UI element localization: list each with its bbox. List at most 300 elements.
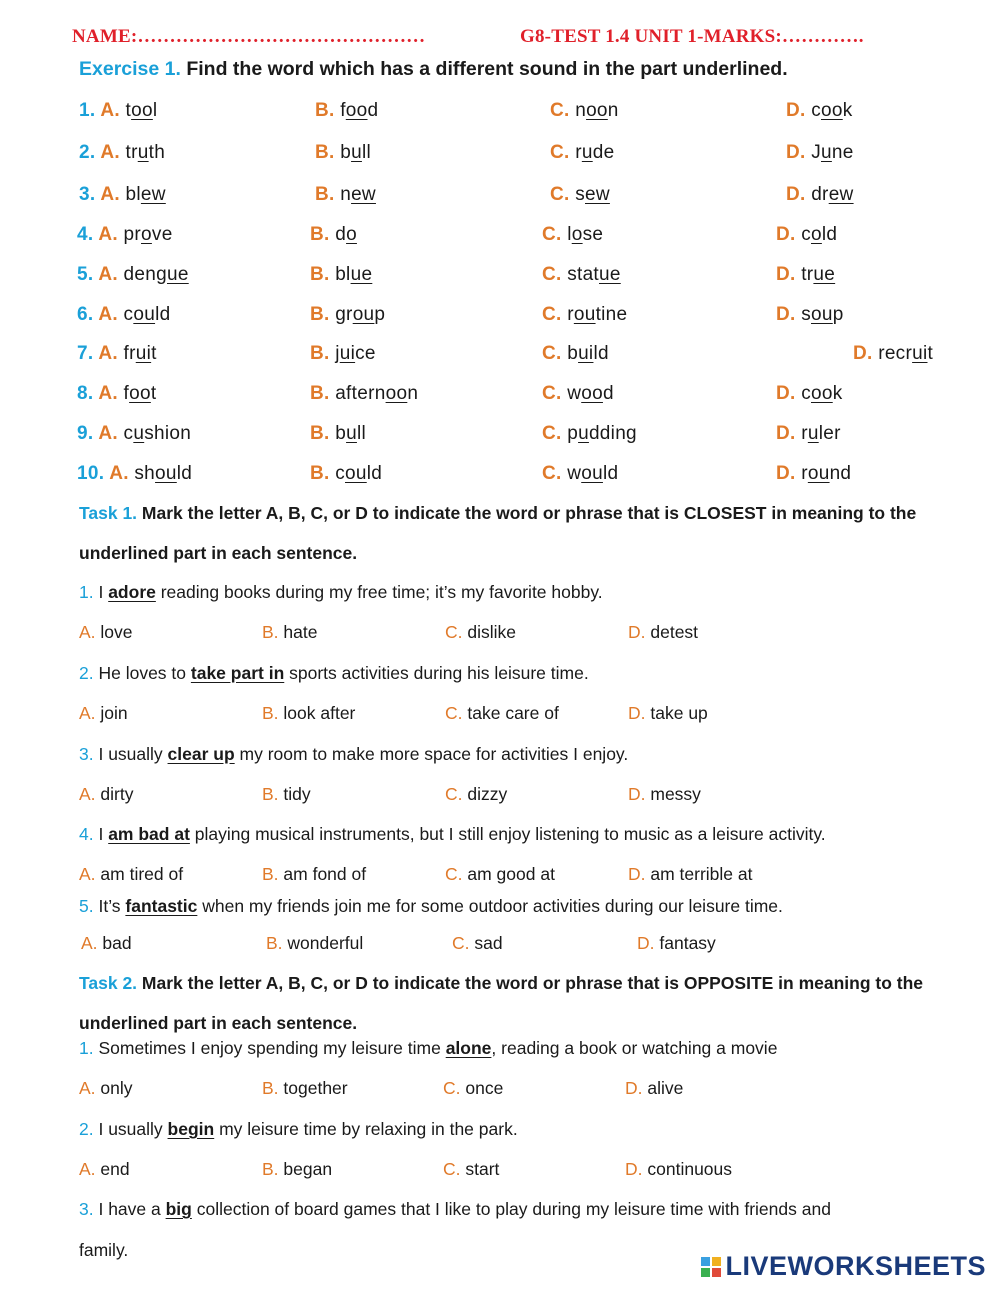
task1-question: [79, 582, 603, 603]
task2-question: [79, 1038, 777, 1059]
option-letter: A.: [100, 142, 126, 163]
word-part: de: [592, 142, 615, 163]
option-letter: D.: [628, 703, 651, 723]
option-letter: C.: [550, 100, 576, 121]
word-part: p: [832, 304, 844, 325]
option-text: bad: [102, 933, 132, 953]
word-part: s: [575, 184, 585, 205]
answer-option: [628, 864, 753, 885]
underlined-keyword: big: [165, 1199, 192, 1219]
question-number: 2.: [79, 1119, 94, 1139]
underlined-sound: ui: [578, 343, 594, 364]
word-part: ce: [355, 343, 376, 364]
word-part: gr: [335, 304, 353, 325]
option-text: start: [465, 1159, 500, 1179]
answer-option: [79, 1159, 130, 1180]
option-letter: D.: [776, 224, 802, 245]
underlined-keyword: alone: [445, 1038, 492, 1058]
word-part: c: [801, 224, 811, 245]
exercise1-label: Exercise 1.: [79, 58, 181, 80]
question-number: 2.: [79, 663, 94, 683]
word-part: n: [575, 100, 587, 121]
option-letter: C.: [542, 224, 568, 245]
answer-option: [542, 304, 627, 326]
word-part: n: [340, 184, 352, 205]
word-part: t: [150, 383, 157, 404]
option-letter: A.: [98, 423, 124, 444]
option-letter: A.: [98, 383, 124, 404]
option-text: began: [283, 1159, 333, 1179]
option-letter: A.: [98, 224, 124, 245]
answer-option: [776, 304, 844, 326]
exercise1-row: [0, 423, 1000, 455]
option-letter: A.: [79, 864, 101, 884]
option-letter: D.: [786, 184, 812, 205]
word-part: tine: [595, 304, 628, 325]
answer-option: [266, 933, 363, 954]
word-part: nd: [829, 463, 852, 484]
question-number: 3.: [79, 1199, 94, 1219]
question-number: 4.: [79, 824, 94, 844]
option-letter: D.: [637, 933, 660, 953]
underlined-keyword: fantastic: [125, 896, 198, 916]
word-part: c: [335, 463, 345, 484]
question-number: 7.: [77, 343, 99, 364]
underlined-sound: oo: [385, 383, 408, 404]
question-text: I: [93, 582, 109, 602]
option-letter: C.: [443, 1159, 466, 1179]
answer-option: [310, 224, 357, 246]
answer-option: [637, 933, 716, 954]
underlined-sound: oo: [129, 383, 151, 404]
option-letter: B.: [262, 1159, 284, 1179]
underlined-sound: ui: [339, 343, 356, 364]
option-letter: C.: [542, 304, 568, 325]
answer-option: [77, 423, 191, 445]
option-letter: D.: [786, 100, 812, 121]
word-part: w: [567, 463, 582, 484]
word-part: ld: [602, 463, 619, 484]
answer-option: [79, 622, 133, 643]
option-letter: A.: [98, 343, 124, 364]
answer-option: [776, 423, 841, 445]
option-letter: A.: [98, 304, 124, 325]
answer-option: [786, 184, 854, 206]
word-part: r: [567, 304, 574, 325]
option-text: love: [100, 622, 133, 642]
word-part: b: [335, 423, 347, 444]
word-part: f: [123, 383, 130, 404]
answer-option: [262, 703, 355, 724]
underlined-keyword: clear up: [167, 744, 235, 764]
option-letter: B.: [310, 224, 336, 245]
option-letter: C.: [550, 184, 576, 205]
word-part: c: [123, 304, 134, 325]
question-number: 1.: [79, 100, 101, 121]
word-part: bl: [335, 264, 351, 285]
answer-option: [310, 463, 382, 485]
answer-option: [310, 343, 376, 365]
answer-option: [77, 463, 192, 485]
option-text: join: [100, 703, 128, 723]
word-part: ve: [151, 224, 173, 245]
underlined-sound: u: [351, 142, 362, 163]
word-part: J: [811, 142, 821, 163]
underlined-keyword: adore: [108, 582, 156, 602]
option-text: am fond of: [283, 864, 367, 884]
option-text: am good at: [467, 864, 555, 884]
option-letter: B.: [262, 784, 284, 804]
task1-question: [79, 896, 783, 917]
option-letter: B.: [315, 184, 341, 205]
word-part: th: [148, 142, 166, 163]
exercise1-title: [79, 58, 788, 81]
answer-option: [786, 100, 853, 122]
answer-option: [443, 1078, 503, 1099]
answer-option: [550, 100, 619, 122]
option-text: end: [100, 1159, 130, 1179]
word-part: d: [335, 224, 347, 245]
word-part: ld: [155, 304, 171, 325]
underlined-sound: ou: [573, 304, 596, 325]
underlined-sound: u: [133, 423, 145, 444]
answer-option: [445, 622, 516, 643]
option-letter: D.: [776, 264, 802, 285]
logo-icon: [701, 1257, 721, 1277]
question-number: 1.: [79, 1038, 94, 1058]
underlined-sound: ou: [155, 463, 177, 484]
task2-label: Task 2.: [79, 973, 138, 993]
underlined-sound: ou: [345, 463, 367, 484]
answer-option: [542, 423, 637, 445]
exercise1-row: [0, 264, 1000, 296]
answer-option: [310, 264, 372, 286]
word-part: n: [607, 100, 619, 121]
question-text: I usually: [93, 1119, 168, 1139]
answer-option: [853, 343, 933, 365]
word-part: bl: [125, 184, 141, 205]
answer-option: [628, 622, 698, 643]
option-letter: C.: [445, 784, 468, 804]
underlined-sound: ou: [581, 463, 603, 484]
word-part: ll: [356, 423, 366, 444]
answer-option: [77, 304, 170, 326]
task2-question-continued: family.: [79, 1240, 129, 1260]
answer-option: [542, 264, 621, 286]
option-letter: B.: [262, 1078, 284, 1098]
option-letter: C.: [542, 423, 568, 444]
underlined-sound: ew: [585, 184, 610, 205]
answer-option: [776, 463, 851, 485]
underlined-sound: ew: [828, 184, 854, 205]
word-part: dding: [588, 423, 637, 444]
option-letter: A.: [79, 622, 101, 642]
underlined-sound: ou: [807, 463, 830, 484]
option-letter: C.: [542, 264, 568, 285]
answer-option: [77, 343, 157, 365]
option-text: look after: [283, 703, 356, 723]
underlined-sound: oo: [345, 100, 368, 121]
task1-title: [79, 493, 949, 573]
answer-option: [550, 142, 614, 164]
option-text: dirty: [100, 784, 134, 804]
underlined-sound: ui: [912, 343, 928, 364]
option-letter: D.: [853, 343, 879, 364]
option-text: dislike: [467, 622, 517, 642]
task2-question: [79, 1119, 518, 1140]
word-part: k: [842, 100, 853, 121]
task1-options: [0, 622, 1000, 648]
exercise1-row: [0, 224, 1000, 256]
answer-option: [79, 184, 166, 206]
option-letter: D.: [625, 1159, 648, 1179]
exercise1-row: [0, 463, 1000, 495]
underlined-sound: oo: [586, 100, 608, 121]
word-part: shion: [144, 423, 192, 444]
word-part: c: [811, 100, 821, 121]
option-letter: B.: [310, 304, 336, 325]
liveworksheets-logo: [701, 1251, 986, 1282]
option-letter: A.: [98, 264, 124, 285]
answer-option: [542, 224, 603, 246]
option-letter: C.: [452, 933, 475, 953]
underlined-sound: u: [346, 423, 357, 444]
word-part: l: [152, 100, 158, 121]
option-letter: C.: [542, 383, 568, 404]
answer-option: [310, 304, 385, 326]
question-text: I: [93, 824, 109, 844]
option-letter: D.: [628, 784, 651, 804]
word-part: n: [407, 383, 419, 404]
answer-option: [452, 933, 503, 954]
answer-option: [310, 383, 418, 405]
task1-options: [0, 784, 1000, 810]
task1-options: [0, 864, 1000, 890]
option-letter: A.: [79, 703, 101, 723]
option-letter: B.: [262, 703, 284, 723]
word-part: stat: [567, 264, 600, 285]
answer-option: [79, 703, 128, 724]
option-letter: D.: [776, 463, 802, 484]
word-part: tr: [125, 142, 138, 163]
question-number: 2.: [79, 142, 101, 163]
option-text: detest: [650, 622, 699, 642]
answer-option: [628, 703, 708, 724]
option-text: messy: [650, 784, 701, 804]
option-text: take up: [650, 703, 708, 723]
underlined-sound: ou: [352, 304, 375, 325]
underlined-sound: ui: [135, 343, 152, 364]
question-number: 10.: [77, 463, 110, 484]
answer-option: [77, 264, 189, 286]
question-number: 3.: [79, 744, 94, 764]
word-part: c: [123, 423, 134, 444]
question-number: 6.: [77, 304, 99, 325]
word-part: s: [801, 304, 811, 325]
word-part: k: [832, 383, 843, 404]
question-text: reading books during my free time; it’s my favorite hobby.: [155, 582, 603, 602]
option-letter: B.: [310, 383, 336, 404]
answer-option: [625, 1078, 683, 1099]
answer-option: [79, 784, 133, 805]
option-letter: B.: [262, 864, 284, 884]
option-letter: C.: [443, 1078, 466, 1098]
answer-option: [262, 784, 311, 805]
option-letter: A.: [79, 784, 101, 804]
question-number: 5.: [77, 264, 99, 285]
underlined-sound: ou: [811, 304, 833, 325]
option-letter: D.: [628, 622, 651, 642]
underlined-sound: oo: [131, 100, 153, 121]
question-text: collection of board games that I like to play during my leisure time with friends and: [191, 1199, 831, 1219]
underlined-sound: ew: [351, 184, 376, 205]
option-text: wonderful: [287, 933, 364, 953]
option-letter: C.: [550, 142, 576, 163]
word-part: tr: [801, 264, 814, 285]
exercise1-row: [0, 142, 1000, 174]
answer-option: [262, 864, 366, 885]
option-letter: A.: [100, 100, 126, 121]
task2-title: [79, 963, 949, 1043]
word-part: ll: [361, 142, 371, 163]
answer-option: [77, 224, 173, 246]
option-letter: D.: [776, 304, 802, 325]
option-text: take care of: [467, 703, 559, 723]
answer-option: [776, 383, 843, 405]
question-text: It’s: [93, 896, 126, 916]
word-part: r: [575, 142, 582, 163]
answer-option: [315, 142, 371, 164]
word-part: deng: [123, 264, 167, 285]
word-part: j: [335, 343, 340, 364]
option-letter: B.: [310, 264, 336, 285]
word-part: f: [340, 100, 346, 121]
option-text: tidy: [283, 784, 311, 804]
question-text: I usually: [93, 744, 168, 764]
option-text: am terrible at: [650, 864, 753, 884]
word-part: dr: [811, 184, 829, 205]
word-part: r: [801, 463, 808, 484]
answer-option: [625, 1159, 732, 1180]
question-number: 1.: [79, 582, 94, 602]
question-number: 8.: [77, 383, 99, 404]
answer-option: [262, 622, 317, 643]
option-letter: B.: [315, 100, 341, 121]
test-title: G8-TEST 1.4 UNIT 1-MARKS:………….: [520, 26, 864, 47]
underlined-sound: oo: [581, 383, 603, 404]
underlined-sound: ue: [599, 264, 621, 285]
question-number: 9.: [77, 423, 99, 444]
answer-option: [315, 184, 376, 206]
word-part: r: [801, 423, 808, 444]
task1-question: [79, 824, 826, 845]
word-part: ler: [818, 423, 841, 444]
word-part: b: [567, 343, 579, 364]
exercise1-instruction: Find the word which has a different sound in the part underlined.: [180, 58, 788, 80]
underlined-sound: ou: [133, 304, 156, 325]
underlined-sound: u: [581, 142, 593, 163]
underlined-sound: ue: [813, 264, 836, 285]
task1-instruction: Mark the letter A, B, C, or D to indicate the word or phrase that is CLOSEST in meaning to the underlined part in each sentence.: [79, 503, 917, 563]
question-text: my room to make more space for activities I enjoy.: [234, 744, 629, 764]
option-letter: C.: [445, 864, 468, 884]
question-text: playing musical instruments, but I still enjoy listening to music as a leisure activity.: [189, 824, 826, 844]
underlined-keyword: am bad at: [108, 824, 190, 844]
underlined-sound: o: [141, 224, 152, 245]
task2-question: [79, 1199, 831, 1220]
word-part: ld: [176, 463, 193, 484]
word-part: p: [567, 423, 579, 444]
option-letter: D.: [628, 864, 651, 884]
task2-instruction: Mark the letter A, B, C, or D to indicate the word or phrase that is OPPOSITE in meaning to the underlined part in each sentence.: [79, 973, 924, 1033]
task1-question: [79, 744, 628, 765]
underlined-sound: o: [346, 224, 357, 245]
task1-label: Task 1.: [79, 503, 138, 523]
exercise1-row: [0, 100, 1000, 132]
task2-options: [0, 1078, 1000, 1104]
option-text: only: [100, 1078, 133, 1098]
word-part: fr: [123, 343, 136, 364]
option-letter: C.: [542, 463, 568, 484]
answer-option: [443, 1159, 499, 1180]
answer-option: [542, 343, 609, 365]
word-part: ne: [831, 142, 854, 163]
answer-option: [776, 264, 835, 286]
option-letter: C.: [445, 703, 468, 723]
task1-options: [0, 703, 1000, 729]
underlined-keyword: take part in: [190, 663, 285, 683]
option-letter: D.: [776, 383, 802, 404]
option-letter: A.: [100, 184, 126, 205]
option-letter: A.: [81, 933, 103, 953]
option-letter: B.: [310, 343, 336, 364]
task1-question: [79, 663, 589, 684]
word-part: pr: [123, 224, 142, 245]
option-letter: A.: [79, 1078, 101, 1098]
question-number: 3.: [79, 184, 101, 205]
answer-option: [628, 784, 701, 805]
answer-option: [445, 784, 507, 805]
option-letter: B.: [310, 423, 336, 444]
question-text: when my friends join me for some outdoor activities during our leisure time.: [197, 896, 783, 916]
answer-option: [445, 864, 555, 885]
option-text: continuous: [647, 1159, 733, 1179]
word-part: t: [927, 343, 934, 364]
word-part: sh: [134, 463, 156, 484]
option-letter: B.: [266, 933, 288, 953]
exercise1-row: [0, 343, 1000, 375]
underlined-sound: u: [137, 142, 149, 163]
name-field-label: NAME:………………………………………: [72, 26, 426, 47]
answer-option: [79, 142, 165, 164]
answer-option: [776, 224, 837, 246]
question-text: He loves to: [93, 663, 191, 683]
option-letter: D.: [625, 1078, 648, 1098]
exercise1-row: [0, 184, 1000, 216]
answer-option: [550, 184, 610, 206]
option-text: together: [283, 1078, 348, 1098]
underlined-sound: u: [578, 423, 589, 444]
answer-option: [79, 864, 183, 885]
question-text: Sometimes I enjoy spending my leisure time: [93, 1038, 446, 1058]
word-part: se: [582, 224, 604, 245]
underlined-sound: ue: [166, 264, 189, 285]
option-letter: B.: [315, 142, 341, 163]
answer-option: [786, 142, 854, 164]
answer-option: [81, 933, 132, 954]
word-part: aftern: [335, 383, 386, 404]
word-part: d: [367, 100, 379, 121]
